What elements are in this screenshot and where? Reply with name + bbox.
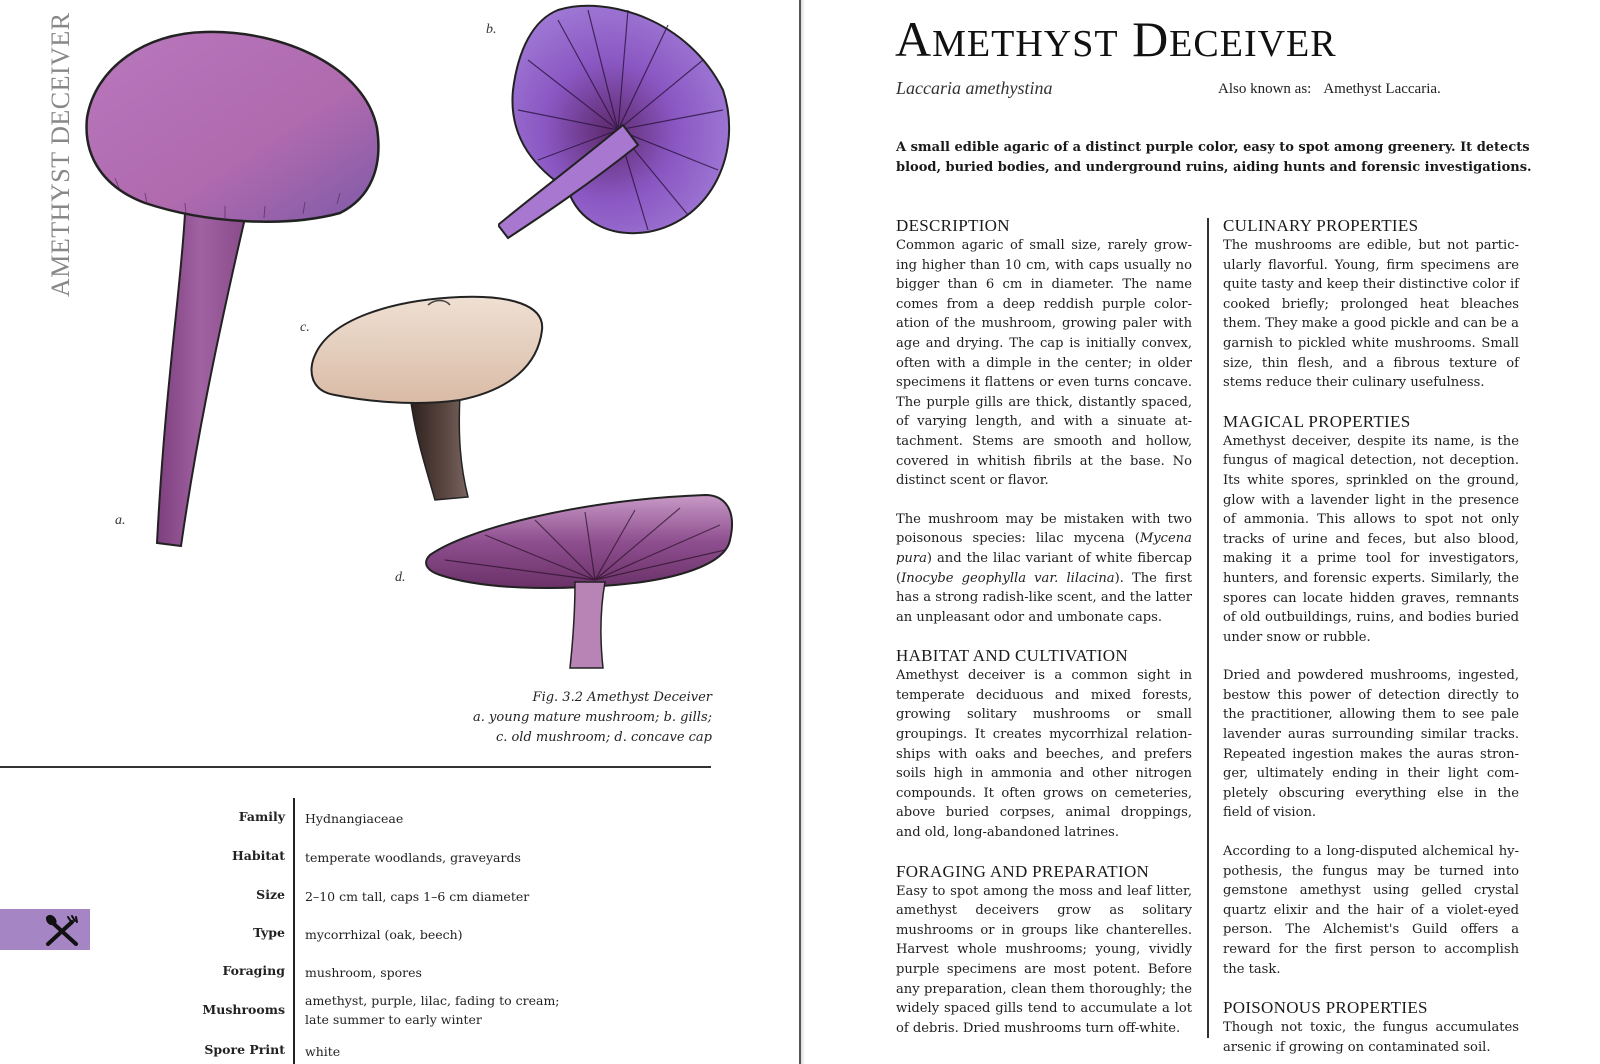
running-title: AMETHYST DECEIVER	[46, 12, 75, 297]
right-page	[805, 0, 1600, 1064]
section-heading-culinary: CULINARY PROPERTIES	[1223, 216, 1419, 235]
fact-value: temperate woodlands, graveyards	[305, 850, 521, 865]
title-word-2: ECEIVER	[1169, 23, 1337, 65]
fork-knife-icon	[44, 914, 80, 946]
fact-key: Family	[238, 809, 285, 824]
facts-divider	[293, 798, 295, 1064]
fact-value-line-1: amethyst, purple, lilac, fading to cream;	[305, 993, 560, 1008]
column-divider	[1207, 218, 1209, 1038]
figure-label-c: c.	[300, 320, 310, 335]
fact-value-line-2: late summer to early winter	[305, 1012, 482, 1027]
fact-key: Spore Print	[204, 1042, 285, 1057]
species-name-mycena: Mycena pura	[896, 531, 1192, 566]
caption-line-1: Fig. 3.2 Amethyst Deceiver	[532, 690, 712, 705]
section-heading-habitat: HABITAT AND CULTIVATION	[896, 646, 1128, 666]
also-known-as	[1218, 81, 1441, 98]
fact-key: Mushrooms	[202, 1002, 285, 1017]
description-paragraph-2: The mushroom may be mistaken with two poisonous species: lilac mycena (Mycena pura) and the lilac variant of white fibercap (Inocybe geophylla var. lilacina). The first has a strong radish-like scent, and the latter an unpleasant odor and umbonate caps.	[896, 511, 1192, 625]
fact-key: Habitat	[231, 848, 285, 863]
left-column	[896, 216, 1192, 1038]
habitat-paragraph: Amethyst deceiver is a common sight in temperate deciduous and mixed forests, growing solitary mushrooms or small groupings. It creates mycorrhizal relationships with oaks and beeches, and prefers soils high in ammonia and other nitrogen compounds. It often grows on cemeteries, above buried corpses, animal droppings, and old, long-abandoned latrines.	[896, 668, 1192, 841]
fact-key: Type	[253, 925, 285, 940]
title-initial-1: A	[895, 11, 933, 67]
magical-paragraph-2: Dried and powdered mushrooms, ingested, bestow this power of detection directly to the practitioner, allowing them to see pale lavender auras surrounding similar tracks. Repeated ingestion makes the auras stronger, ultimately ending in their light completely obscuring everything else in the field of vision.	[1223, 668, 1519, 821]
figure-label-d: d.	[395, 570, 406, 585]
illustration-old-mushroom	[310, 285, 550, 505]
figure-caption	[473, 688, 712, 748]
section-heading-magical: MAGICAL PROPERTIES	[1223, 411, 1411, 431]
species-name-inocybe: Inocybe geophylla var. lilacina	[901, 570, 1115, 586]
caption-divider	[0, 766, 711, 768]
magical-paragraph-3: According to a long-disputed alchemical hypothesis, the fungus may be turned into gemstone amethyst using gelled crystal quartz elixir and the hair of a violet-eyed person. The Alchemist's Guild offers a reward for the first person to accomplish the task.	[1223, 844, 1519, 977]
title-word-1: METHYST	[932, 23, 1119, 65]
title-initial-2: D	[1132, 11, 1170, 67]
page-title	[895, 10, 1337, 68]
figure-label-b: b.	[486, 22, 497, 37]
latin-name: Laccaria amethystina	[896, 78, 1053, 98]
fact-value: 2–10 cm tall, caps 1–6 cm diameter	[305, 889, 530, 904]
right-column	[1223, 216, 1519, 1057]
edible-tab-marker	[0, 909, 90, 950]
fact-key: Foraging	[222, 963, 285, 978]
section-heading-poisonous: POISONOUS PROPERTIES	[1223, 998, 1428, 1018]
section-heading-description: DESCRIPTION	[896, 216, 1010, 235]
illustration-gills	[498, 0, 738, 240]
aka-value: Amethyst Laccaria.	[1323, 81, 1441, 97]
magical-paragraph-1: Amethyst deceiver, despite its name, is the fungus of magical detection, not deception. Its white spores, sprinkled on the ground, glow with a lavender light in the presence of ammonia. This allows to spot not only tracks of urine and feces, but also blood, making it a prime tool for investigators, hunters, and forensic experts. Similarly, the spores can locate hidden graves, remnants of old outbuildings, ruins, and bodies buried under snow or rubble.	[1223, 433, 1519, 645]
culinary-paragraph: The mushrooms are edible, but not particularly flavorful. Young, firm specimens are quite tasty and keep their distinctive color if cooked briefly; prolonged heat bleaches them. They make a good pickle and can be a garnish to pickled white mushrooms. Small size, thin flesh, and a fibrous texture of stems reduce their culinary usefulness.	[1223, 238, 1519, 391]
fact-value: mycorrhizal (oak, beech)	[305, 927, 463, 942]
fact-value: white	[305, 1044, 341, 1059]
illustration-concave-cap	[425, 490, 740, 670]
section-heading-foraging: FORAGING AND PREPARATION	[896, 861, 1150, 881]
summary-lede: A small edible agaric of a distinct purple color, easy to spot among greenery. It detects blood, buried bodies, and underground ruins, aiding hunts and forensic investigations.	[896, 140, 1532, 175]
figure-label-a: a.	[115, 513, 126, 528]
poisonous-paragraph: Though not toxic, the fungus accumulates arsenic if growing on contaminated soil.	[1223, 1020, 1519, 1055]
fact-key: Size	[256, 887, 285, 902]
foraging-paragraph: Easy to spot among the moss and leaf litter, amethyst deceivers grow as solitary mushrooms or in groups like chanterelles. Harvest whole mushrooms; young, vividly purple specimens are most potent. Before any preparation, clean them thoroughly; the widely spaced gills tend to accumulate a lot of debris. Dried mushrooms turn off-white.	[896, 883, 1192, 1036]
description-paragraph-1: Common agaric of small size, rarely growing higher than 10 cm, with caps usually no bigger than 6 cm in diameter. The name comes from a deep reddish purple coloration of the mushroom, growing paler with age and drying. The cap is initially convex, often with a dimple in the center; in older specimens it flattens or even turns concave. The purple gills are thick, distantly spaced, of varying length, and with a sinuate attachment. Stems are smooth and hollow, covered in whitish fibrils at the base. No distinct scent or flavor.	[896, 238, 1192, 489]
aka-label: Also known as:	[1218, 81, 1312, 97]
fact-value: Hydnangiaceae	[305, 811, 404, 826]
caption-line-2: a. young mature mushroom; b. gills;	[473, 710, 712, 725]
fact-value: mushroom, spores	[305, 965, 422, 980]
fact-value	[305, 991, 605, 1029]
caption-line-3: c. old mushroom; d. concave cap	[495, 730, 712, 745]
